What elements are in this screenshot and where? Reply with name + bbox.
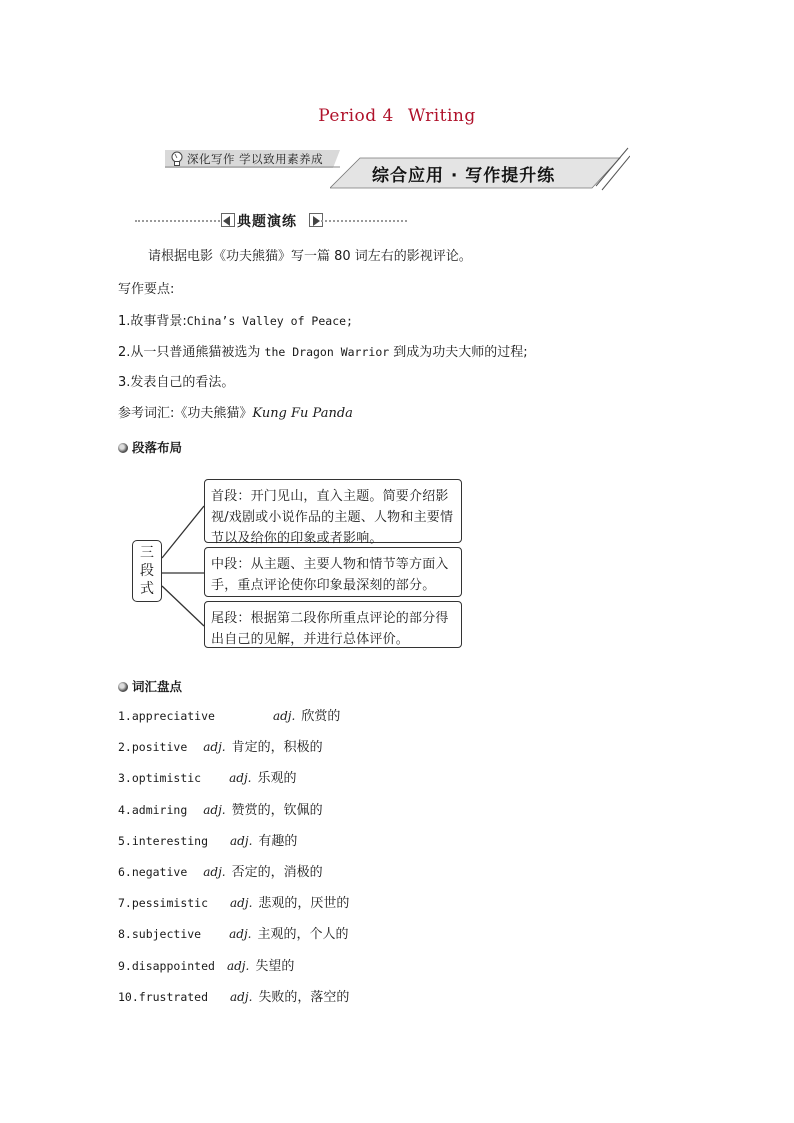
vocab-item [118, 769, 297, 788]
point-2-prefix: 2.从一只普通熊猫被选为 [118, 345, 265, 360]
page-title [0, 106, 794, 126]
vocab-item [118, 988, 349, 1007]
banner-left [165, 150, 345, 168]
vocab-num: 8. [118, 927, 132, 941]
vocab-word: disappointed [131, 959, 215, 973]
vocab-word: negative [131, 865, 188, 879]
point-3: 3.发表自己的看法。 [118, 375, 235, 390]
dotted-rule-left [135, 220, 223, 222]
triangle-left-icon [223, 216, 230, 226]
vocab-num: 9. [118, 959, 132, 973]
vocab-meaning: 主观的，个人的 [257, 927, 349, 942]
vocab-meaning: 失望的 [255, 959, 295, 974]
paragraph-diagram [128, 476, 468, 652]
section-heading-label: 典题演练 [237, 214, 297, 230]
vocab-pos: adj. [203, 865, 226, 879]
diagram-root [132, 540, 162, 602]
lightbulb-icon [169, 151, 185, 167]
vocab-meaning: 欣赏的 [301, 709, 341, 724]
vocab-word: positive [131, 740, 188, 754]
vocab-meaning: 肯定的，积极的 [231, 740, 323, 755]
reference-en: Kung Fu Panda [252, 406, 353, 421]
point-1-prefix: 1.故事背景: [118, 314, 187, 329]
vocab-pos: adj. [230, 990, 253, 1004]
vocab-pos: adj. [272, 709, 296, 723]
vocab-meaning: 否定的，消极的 [231, 865, 323, 880]
vocab-word: appreciative [131, 709, 215, 723]
vocab-meaning: 悲观的，厌世的 [258, 896, 350, 911]
vocab-item [118, 738, 323, 757]
vocab-num: 10. [118, 990, 139, 1004]
vocab-pos: adj. [203, 740, 226, 754]
vocab-item [118, 925, 349, 944]
triangle-right-icon [313, 216, 320, 226]
vocab-word: frustrated [138, 990, 209, 1004]
diagram-root-label: 三段式 [140, 545, 154, 597]
bullet-icon [118, 443, 128, 453]
vocab-meaning: 有趣的 [258, 834, 298, 849]
vocab-item [118, 832, 297, 851]
vocab-num: 3. [118, 771, 132, 785]
section-heading [135, 211, 407, 231]
vocab-meaning: 赞赏的，钦佩的 [231, 803, 323, 818]
vocab-heading-label: 词汇盘点 [132, 679, 183, 694]
topic-label: Writing [407, 106, 476, 126]
vocab-item [118, 863, 323, 882]
vocab-num: 1. [118, 709, 132, 723]
vocab-pos: adj. [203, 803, 226, 817]
vocab-word: interesting [131, 834, 209, 848]
diagram-box-middle: 中段：从主题、主要人物和情节等方面入手，重点评论使你印象最深刻的部分。 [204, 547, 462, 597]
layout-heading [118, 438, 182, 456]
vocab-heading [118, 677, 182, 695]
point-2 [118, 343, 528, 362]
vocab-word: admiring [131, 803, 188, 817]
layout-heading-label: 段落布局 [132, 440, 183, 455]
diagram-box-last: 尾段：根据第二段你所重点评论的部分得出自己的见解，并进行总体评价。 [204, 601, 462, 648]
point-2-suffix: 到成为功夫大师的过程; [389, 345, 528, 360]
vocab-meaning: 失败的，落空的 [258, 990, 350, 1005]
vocab-pos: adj. [229, 771, 252, 785]
dotted-rule-right [321, 220, 407, 222]
vocab-meaning: 乐观的 [257, 771, 297, 786]
vocab-word: pessimistic [131, 896, 209, 910]
reference-vocab [118, 405, 353, 423]
banner-right-text: 综合应用 · 写作提升练 [372, 166, 556, 186]
vocab-num: 2. [118, 740, 132, 754]
vocab-num: 7. [118, 896, 132, 910]
vocab-pos: adj. [230, 834, 253, 848]
points-label: 写作要点: [118, 282, 175, 297]
point-2-en: the Dragon Warrior [264, 345, 390, 359]
diagram-box-first: 首段：开门见山，直入主题。简要介绍影视/戏剧或小说作品的主题、人物和主要情节以及给你的印象或者影响。 [204, 479, 462, 543]
point-1 [118, 312, 353, 331]
vocab-word: optimistic [131, 771, 202, 785]
task-prompt: 请根据电影《功夫熊猫》写一篇 80 词左右的影视评论。 [148, 249, 472, 264]
vocab-num: 4. [118, 803, 132, 817]
vocab-pos: adj. [226, 959, 250, 973]
vocab-pos: adj. [229, 927, 252, 941]
point-1-en: China’s Valley of Peace; [186, 314, 353, 328]
reference-prefix: 参考词汇:《功夫熊猫》 [118, 406, 253, 421]
vocab-num: 6. [118, 865, 132, 879]
banner-left-text: 深化写作 学以致用素养成 [187, 152, 324, 166]
vocab-item [118, 707, 340, 726]
vocab-pos: adj. [230, 896, 253, 910]
vocab-word: subjective [131, 927, 202, 941]
vocab-item [118, 801, 323, 820]
banner-right [330, 146, 630, 192]
vocab-item [118, 957, 294, 976]
vocab-num: 5. [118, 834, 132, 848]
vocab-item [118, 894, 349, 913]
period-label: Period 4 [318, 106, 394, 126]
bullet-icon [118, 682, 128, 692]
